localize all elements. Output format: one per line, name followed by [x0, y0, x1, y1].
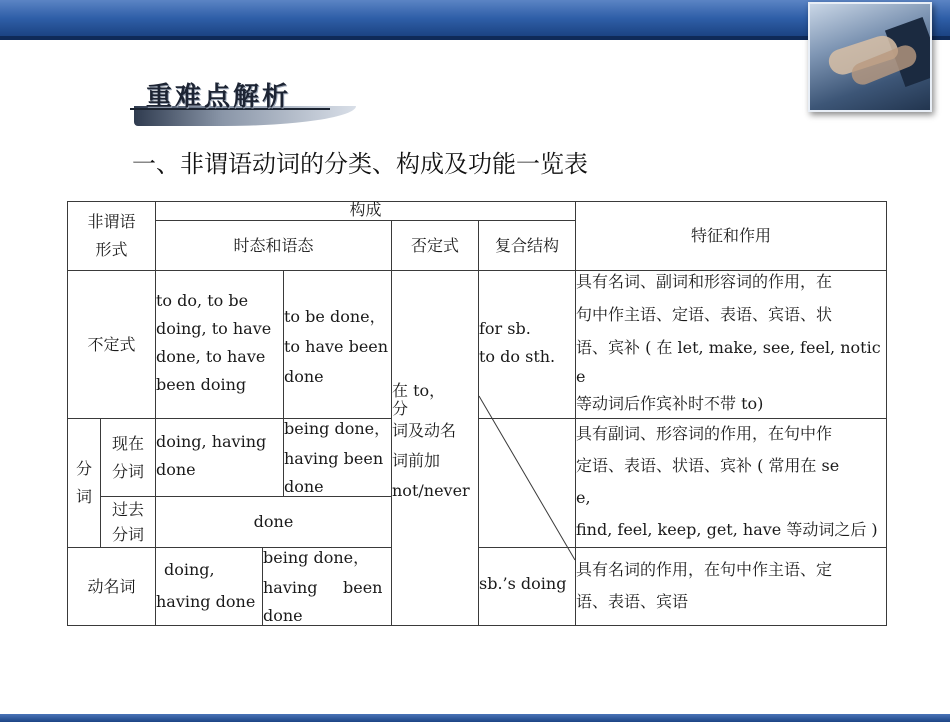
gerund-features [576, 554, 887, 620]
text-line: having done [156, 592, 256, 611]
gerund-passive-forms [263, 544, 391, 626]
infinitive-active-forms [156, 287, 283, 407]
text-line: doing, [164, 560, 215, 579]
text-line: 语、表语、宾语 [576, 592, 689, 611]
present-participle-passive-forms [284, 415, 391, 497]
text-line: 句中作主语、定语、表语、宾语、状 [576, 305, 833, 324]
text-line: 分 [75, 459, 92, 478]
past-participle-form: done [253, 512, 294, 531]
text-line: being done， [284, 419, 391, 438]
header-tense-voice: 时态和语态 [233, 235, 314, 255]
text-line: 在 to， [392, 381, 446, 400]
text-line: 词及动名 [392, 421, 457, 440]
text-line: done [156, 460, 196, 479]
text-line: to do sth. [479, 347, 556, 366]
text-line: done [263, 606, 303, 625]
text-line: e, [576, 488, 591, 507]
infinitive-features [576, 265, 887, 420]
text-line: doing, to have [156, 319, 272, 338]
text-line: 分 [392, 399, 409, 418]
text-line: 语、宾补 ( 在 let, make, see, feel, notic [576, 338, 881, 357]
text-line: 过去 [111, 500, 144, 519]
infinitive-passive-forms [284, 302, 391, 402]
row-label-participle [68, 419, 100, 547]
text-line: to do, to be [156, 291, 249, 310]
present-participle-active-forms [156, 428, 283, 488]
gerund-active-forms [156, 554, 262, 620]
row-label-gerund: 动名词 [87, 576, 136, 596]
infinitive-compound [479, 315, 575, 375]
text-line: find, feel, keep, get, have 等动词之后 ) [576, 520, 878, 539]
text-line: 具有名词的作用，在句中作主语、定 [576, 560, 833, 579]
text-line: 分词 [111, 525, 144, 544]
text-line: 词前加 [392, 451, 441, 470]
text-line: e [576, 367, 586, 386]
header-form-line-1: 非谓语 [87, 212, 136, 231]
participle-features [576, 418, 887, 548]
header-form-line-2: 形式 [95, 240, 128, 259]
text-line: done [284, 367, 324, 386]
text-line: doing, having [156, 432, 267, 451]
text-line: to have been [284, 337, 389, 356]
header-form [68, 202, 155, 270]
text-line: 具有名词、副词和形容词的作用，在 [576, 272, 833, 291]
text-line: to be done， [284, 307, 386, 326]
text-line: being done， [263, 548, 370, 567]
text-line: for sb. [479, 319, 531, 338]
text-line: 等动词后作宾补时不带 to) [576, 394, 764, 413]
row-label-present-participle [101, 419, 155, 496]
text-line: 定语、表语、状语、宾补 ( 常用在 se [576, 456, 840, 475]
text-line: done, to have [156, 347, 266, 366]
bottom-banner [0, 714, 950, 722]
gerund-compound: sb.’s doing [479, 574, 567, 593]
negative-rule [392, 380, 478, 520]
row-label-infinitive: 不定式 [87, 334, 136, 354]
row-label-past-participle [101, 497, 155, 547]
text-line: having been [284, 449, 384, 468]
text-line: having been [263, 578, 383, 597]
text-line: not/never [392, 481, 470, 500]
text-line: 具有副词、形容词的作用，在句中作 [576, 424, 833, 443]
text-line: 词 [75, 487, 92, 506]
text-line: 现在 [111, 433, 144, 453]
header-composition: 构成 [349, 200, 382, 219]
text-line: 分词 [111, 461, 144, 481]
text-line: done [284, 477, 324, 496]
header-compound: 复合结构 [494, 235, 559, 255]
header-features: 特征和作用 [690, 226, 771, 245]
heading-badge-text: 重难点解析 [146, 82, 292, 112]
header-negative: 否定式 [410, 235, 459, 255]
text-line: been doing [156, 375, 247, 394]
slide-subtitle: 一、非谓语动词的分类、构成及功能一览表 [132, 150, 588, 178]
